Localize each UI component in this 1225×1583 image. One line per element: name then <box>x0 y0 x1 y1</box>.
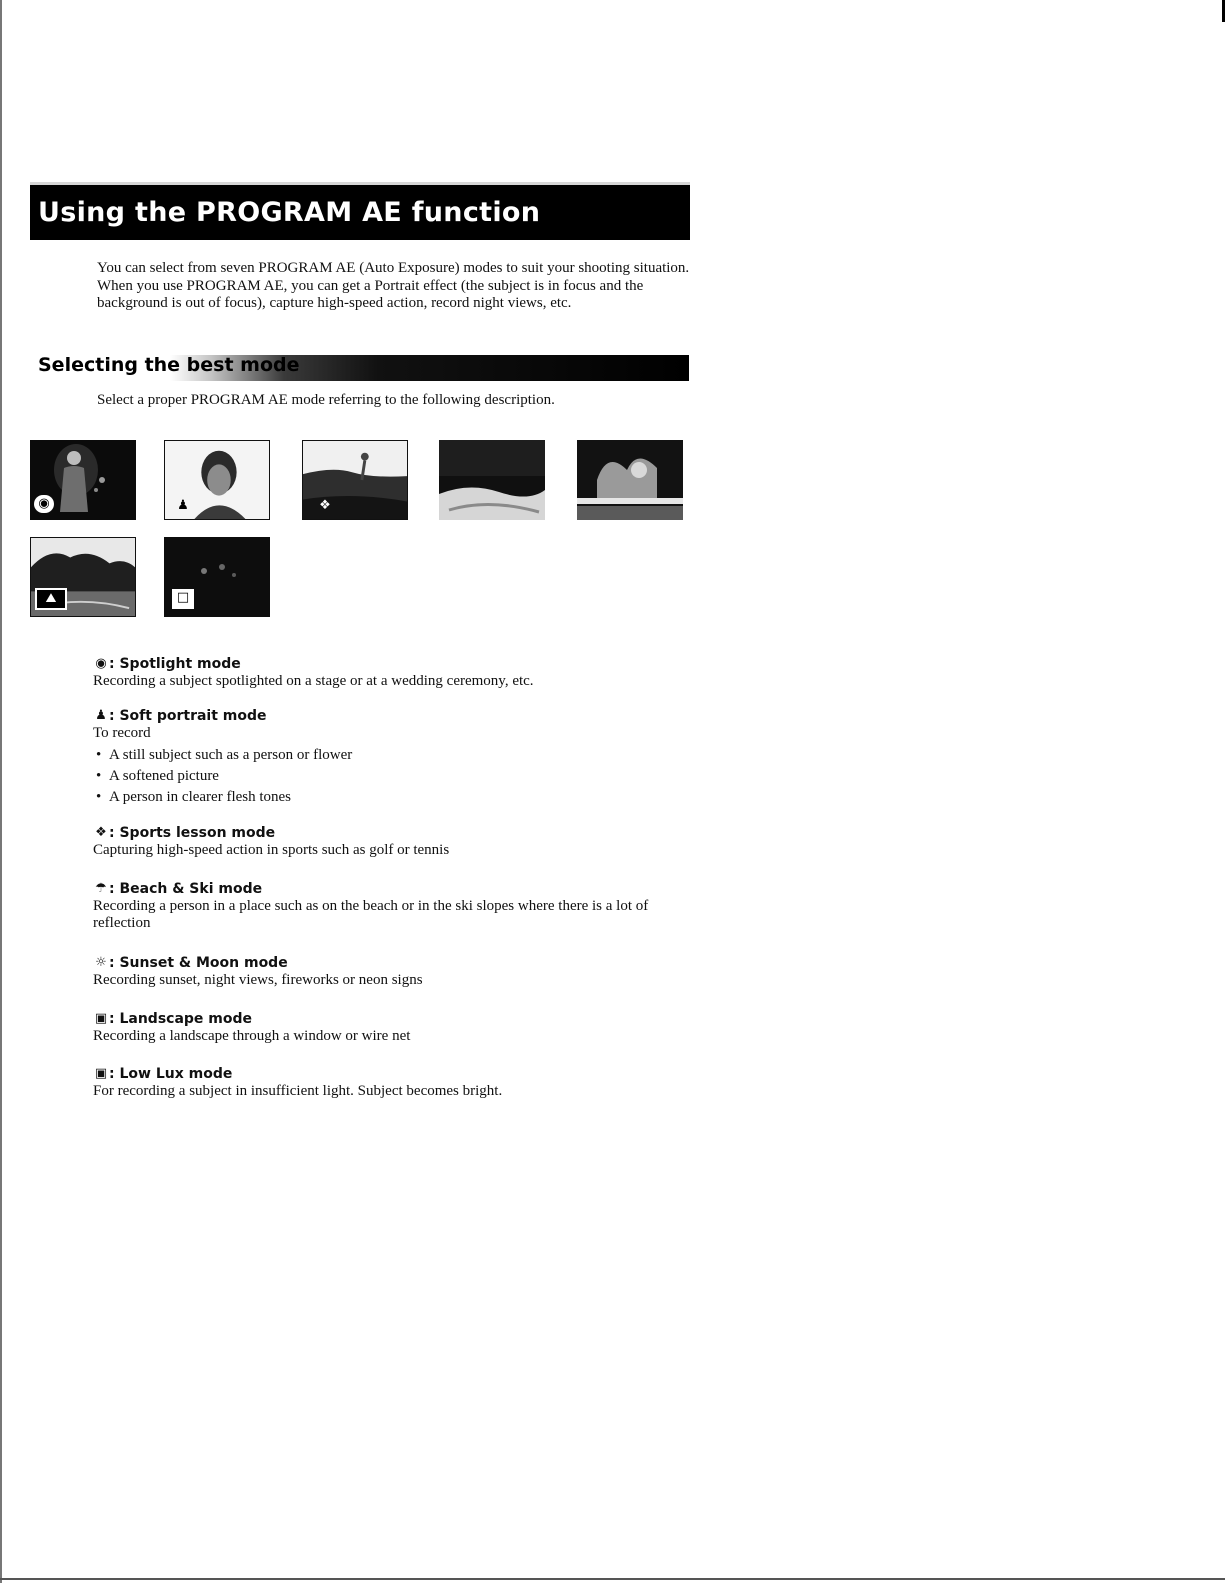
section-title: Selecting the best mode <box>38 354 300 376</box>
thumbnail-sports-lesson <box>302 440 408 520</box>
main-title-bar <box>30 182 690 240</box>
soft-portrait-icon: ♟ <box>177 498 189 513</box>
mode-spotlight <box>93 655 534 690</box>
sunset-moon-icon: ☼ <box>95 955 107 970</box>
page-border-bottom <box>0 1578 1225 1580</box>
beach-ski-photo <box>439 440 545 520</box>
mode-sunset-moon-label: : Sunset & Moon mode <box>109 955 288 971</box>
mode-sports-lesson <box>93 824 449 859</box>
mode-landscape-desc: Recording a landscape through a window or wire net <box>93 1028 411 1044</box>
mode-sports-lesson-label: : Sports lesson mode <box>109 825 276 841</box>
list-item: • A still subject such as a person or flower <box>93 745 352 766</box>
mode-sunset-moon <box>93 954 423 989</box>
mode-soft-portrait-label: : Soft portrait mode <box>109 708 267 724</box>
spotlight-icon: ◉ <box>34 495 54 513</box>
soft-portrait-icon: ♟ <box>95 708 107 723</box>
thumbnail-beach-ski <box>439 440 545 520</box>
section-intro: Select a proper PROGRAM AE mode referring to the following description. <box>97 392 555 408</box>
low-lux-icon: ▣ <box>94 1066 108 1081</box>
sports-lesson-icon: ❖ <box>319 498 331 513</box>
beach-ski-icon: ☂ <box>95 881 107 896</box>
mode-low-lux <box>93 1065 502 1100</box>
mode-spotlight-label: : Spotlight mode <box>109 656 241 672</box>
mode-low-lux-label: : Low Lux mode <box>109 1066 233 1082</box>
landscape-icon: ▣ <box>94 1011 108 1026</box>
sports-lesson-icon: ❖ <box>95 825 107 840</box>
thumbnail-landscape <box>30 537 136 617</box>
thumbnail-spotlight <box>30 440 136 520</box>
mode-beach-ski-label: : Beach & Ski mode <box>109 881 263 897</box>
mode-sports-lesson-desc: Capturing high-speed action in sports such as golf or tennis <box>93 842 450 858</box>
landscape-icon: ⛰ <box>35 588 67 610</box>
mode-landscape <box>93 1010 410 1045</box>
mode-spotlight-desc: Recording a subject spotlighted on a stage or at a wedding ceremony, etc. <box>93 673 534 689</box>
list-item: • A person in clearer flesh tones <box>93 787 352 808</box>
page-title: Using the PROGRAM AE function <box>38 197 541 228</box>
thumbnail-soft-portrait <box>164 440 270 520</box>
list-item: • A softened picture <box>93 766 352 787</box>
mode-landscape-label: : Landscape mode <box>109 1011 253 1027</box>
mode-beach-ski-desc: Recording a person in a place such as on the beach or in the ski slopes where there is a lot of reflection <box>93 898 649 931</box>
thumbnail-low-lux <box>164 537 270 617</box>
mode-soft-portrait-desc: To record <box>93 725 151 741</box>
spotlight-icon: ◉ <box>95 656 107 671</box>
low-lux-icon: □ <box>172 589 194 609</box>
soft-portrait-bullets <box>93 745 352 808</box>
mode-beach-ski <box>93 880 683 932</box>
page-border-left <box>0 0 2 1583</box>
intro-paragraph: You can select from seven PROGRAM AE (Auto Exposure) modes to suit your shooting situation. When you use PROGRAM AE, you can get a Portrait effect (the subject is in focus and the background is out of focus), capture high-speed action, record night views, etc. <box>97 260 690 311</box>
mode-sunset-moon-desc: Recording sunset, night views, fireworks or neon signs <box>93 972 423 988</box>
thumbnail-sunset-moon <box>577 440 683 520</box>
mode-low-lux-desc: For recording a subject in insufficient light. Subject becomes bright. <box>93 1083 503 1099</box>
mode-soft-portrait <box>93 707 352 808</box>
sunset-moon-photo <box>577 440 683 520</box>
